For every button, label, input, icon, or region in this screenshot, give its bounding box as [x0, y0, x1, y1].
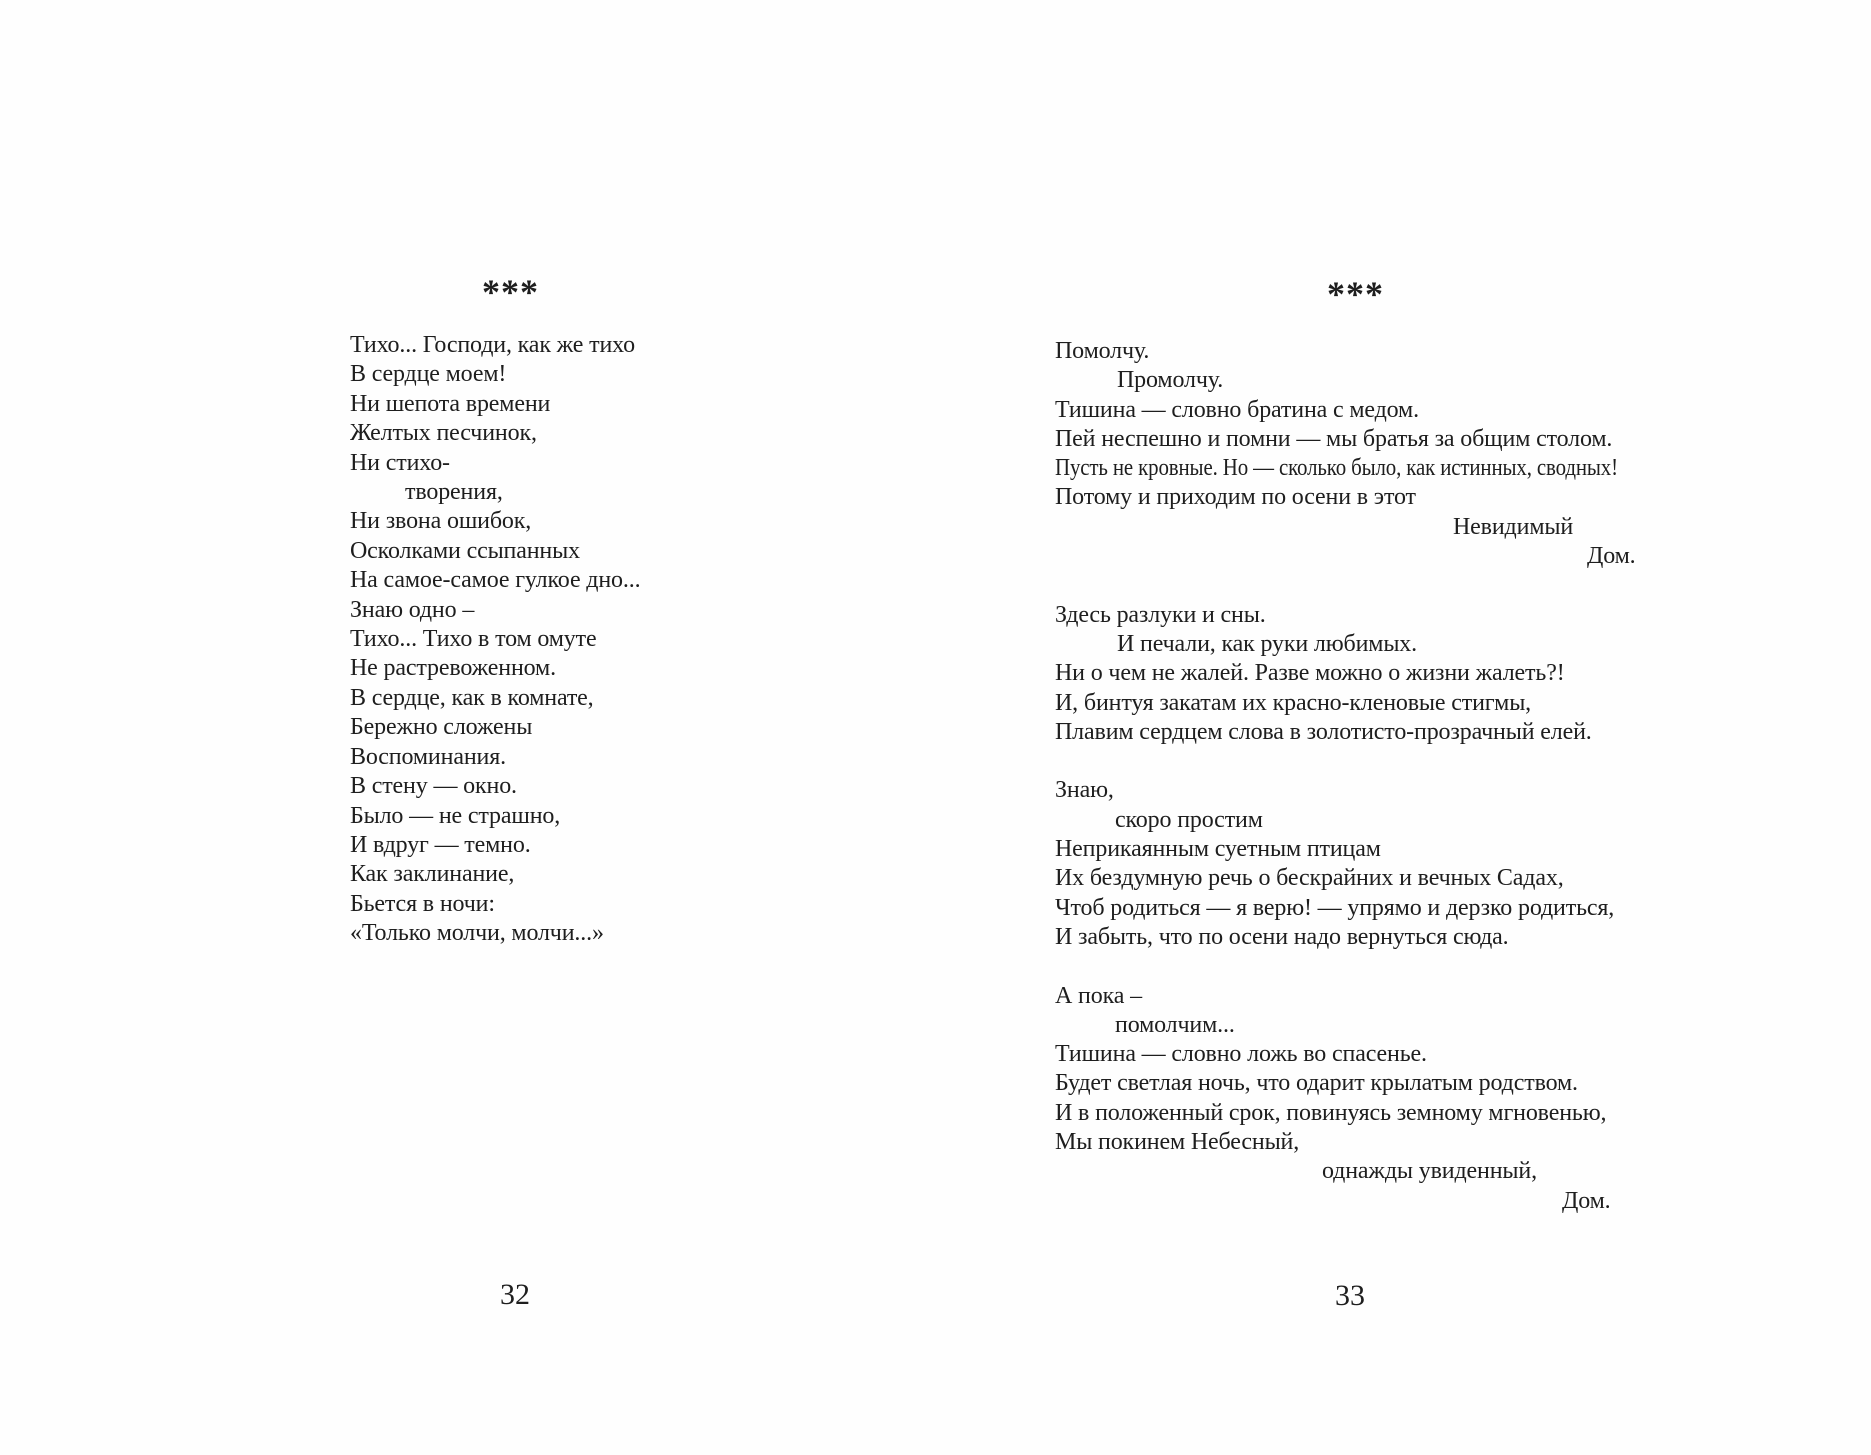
poem-line: творения, [405, 479, 503, 506]
poem-line: Будет светлая ночь, что одарит крылатым родством. [1055, 1070, 1578, 1097]
poem-line: Тихо... Господи, как же тихо [350, 332, 635, 358]
poem-line: Не растревоженном. [350, 655, 556, 682]
poem-line: Помолчу. [1055, 338, 1150, 364]
poem-line: Тихо... Тихо в том омуте [350, 626, 597, 653]
poem-line: Потому и приходим по осени в этот [1055, 484, 1416, 511]
poem-line: Промолчу. [1117, 367, 1224, 394]
poem-line: Плавим сердцем слова в золотисто-прозрачный елей. [1055, 718, 1592, 745]
poem-line: Желтых песчинок, [350, 420, 537, 447]
poem-line: Воспоминания. [350, 743, 506, 770]
poem-line: Их бездумную речь о бескрайних и вечных Садах, [1055, 865, 1564, 892]
poem-line: И печали, как руки любимых. [1117, 630, 1418, 657]
poem-line: Дом. [1587, 543, 1636, 570]
poem-line: Бьется в ночи: [350, 890, 495, 917]
section-marker: * * * [1327, 274, 1383, 314]
poem-line [1055, 747, 1702, 776]
poem-line: На самое-самое гулкое дно... [350, 567, 641, 594]
poem-line: Чтоб родиться — я верю! — упрямо и дерзко родиться, [1055, 894, 1615, 921]
page-number: 33 [1335, 1279, 1365, 1312]
poem-line: Ни стихо- [350, 449, 450, 476]
poem-line: Пей неспешно и помни — мы братья за общим столом. [1055, 425, 1613, 452]
page-number: 32 [500, 1278, 530, 1311]
poem-line: И, бинтуя закатам их красно-кленовые стигмы, [1055, 689, 1532, 716]
poem-line: скоро простим [1115, 806, 1263, 833]
poem-line: Было — не страшно, [350, 802, 561, 829]
poem-line: Дом. [1562, 1187, 1611, 1214]
section-marker: * * * [482, 272, 538, 312]
poem-line: Осколками ссыпанных [350, 537, 580, 564]
poem-line: Как заклинание, [350, 861, 515, 888]
poem-line: В сердце, как в комнате, [350, 684, 594, 711]
poem-line: И забыть, что по осени надо вернуться сюда. [1055, 923, 1509, 950]
poem-line: Мы покинем Небесный, [1055, 1129, 1300, 1156]
poem-line: Тишина — словно ложь во спасенье. [1055, 1041, 1427, 1068]
poem-line: В сердце моем! [350, 361, 507, 388]
poem-line: И в положенный срок, повинуясь земному мгновенью, [1055, 1099, 1607, 1126]
poem-line: В стену — окно. [350, 773, 517, 800]
poem-text [1055, 337, 1702, 1216]
poem-line: А пока – [1055, 982, 1142, 1009]
poem-line: Ни о чем не жалей. Разве можно о жизни жалеть?! [1055, 660, 1565, 687]
poem-line: Бережно сложены [350, 714, 533, 741]
poem-line: Пусть не кровные. Но — сколько было, как истинных, сводных! [1055, 455, 1618, 482]
poem-line: «Только молчи, молчи...» [350, 920, 604, 947]
poem-line: И вдруг — темно. [350, 831, 531, 858]
poem-line: Тишина — словно братина с медом. [1055, 396, 1419, 423]
poem-line: Невидимый [1453, 513, 1574, 540]
poem-line [1055, 571, 1702, 600]
poem-line: однажды увиденный, [1322, 1158, 1537, 1185]
poem-line: помолчим... [1115, 1011, 1235, 1038]
poem-line: Неприкаянным суетным птицам [1055, 836, 1381, 863]
poem-line: Здесь разлуки и сны. [1055, 601, 1266, 628]
poem-line: Знаю, [1055, 777, 1114, 804]
poem-line: Ни звона ошибок, [350, 508, 532, 535]
poem-line: Ни шепота времени [350, 390, 551, 417]
poem-line: Знаю одно – [350, 596, 475, 623]
poem-line [1055, 952, 1702, 981]
